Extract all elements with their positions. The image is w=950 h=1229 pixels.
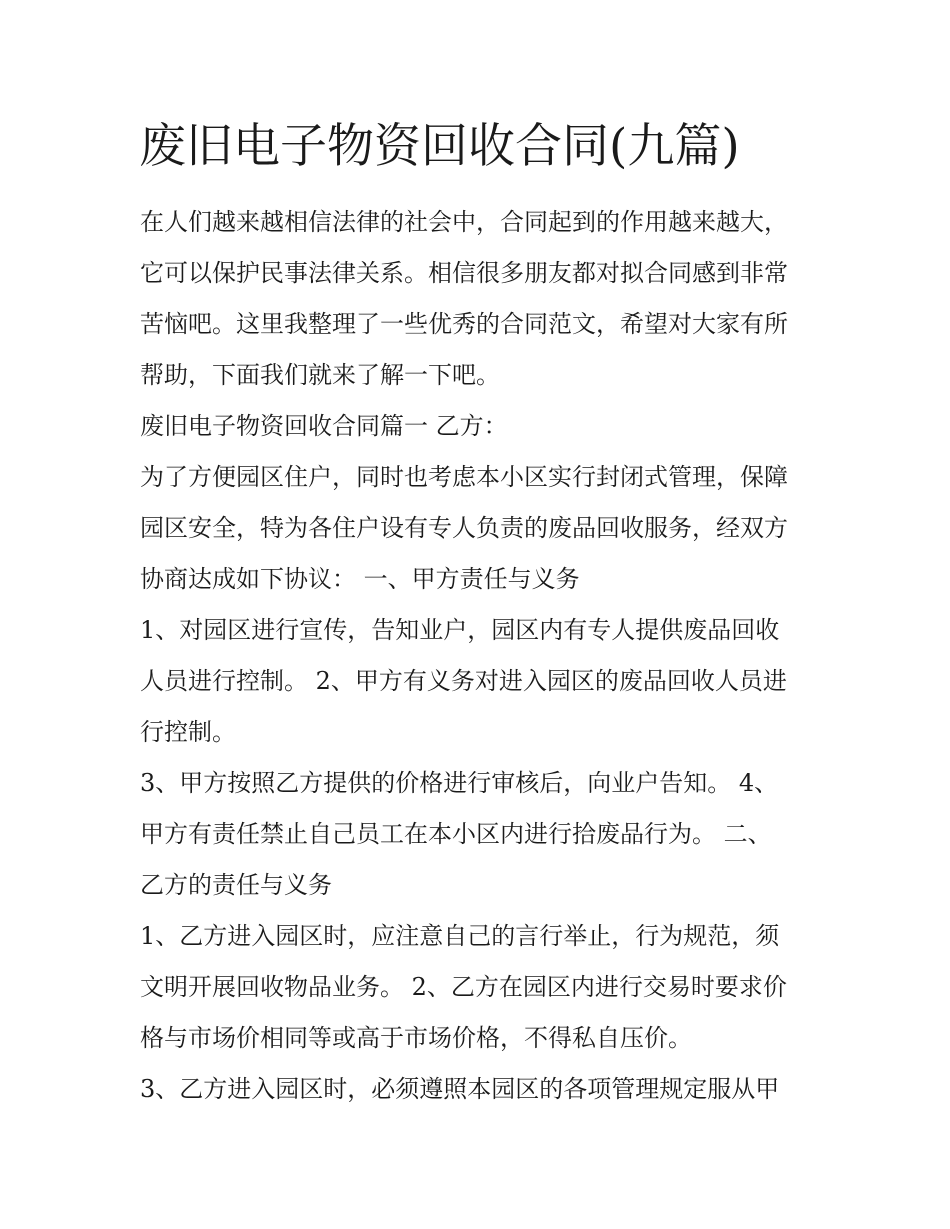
body-line: 甲方有责任禁止自己员工在本小区内进行拾废品行为。 二、 bbox=[140, 820, 772, 848]
body-line: 3、甲方按照乙方提供的价格进行审核后，向业户告知。 4、 bbox=[140, 769, 779, 797]
document-body bbox=[140, 197, 810, 1115]
section-heading: 废旧电子物资回收合同篇一 乙方： bbox=[140, 412, 508, 440]
body-line: 人员进行控制。 2、甲方有义务对进入园区的废品回收人员进 bbox=[140, 667, 787, 695]
body-line: 协商达成如下协议： 一、甲方责任与义务 bbox=[140, 565, 580, 593]
body-line: 文明开展回收物品业务。 2、乙方在园区内进行交易时要求价 bbox=[140, 973, 787, 1001]
body-line: 乙方的责任与义务 bbox=[140, 871, 332, 899]
body-line: 1、乙方进入园区时，应注意自己的言行举止，行为规范，须 bbox=[140, 922, 780, 950]
body-line: 苦恼吧。这里我整理了一些优秀的合同范文，希望对大家有所 bbox=[140, 310, 788, 338]
body-line: 1、对园区进行宣传，告知业户，园区内有专人提供废品回收 bbox=[140, 616, 780, 644]
body-line: 行控制。 bbox=[140, 718, 236, 746]
body-line: 在人们越来越相信法律的社会中，合同起到的作用越来越大， bbox=[140, 208, 788, 236]
body-line: 帮助，下面我们就来了解一下吧。 bbox=[140, 361, 500, 389]
body-line: 园区安全，特为各住户设有专人负责的废品回收服务，经双方 bbox=[140, 514, 788, 542]
body-line: 格与市场价相同等或高于市场价格，不得私自压价。 bbox=[140, 1024, 692, 1052]
body-line: 为了方便园区住户，同时也考虑本小区实行封闭式管理，保障 bbox=[140, 463, 788, 491]
document-title: 废旧电子物资回收合同(九篇) bbox=[139, 119, 740, 174]
body-line: 它可以保护民事法律关系。相信很多朋友都对拟合同感到非常 bbox=[140, 259, 788, 287]
body-line: 3、乙方进入园区时，必须遵照本园区的各项管理规定服从甲 bbox=[140, 1075, 780, 1103]
